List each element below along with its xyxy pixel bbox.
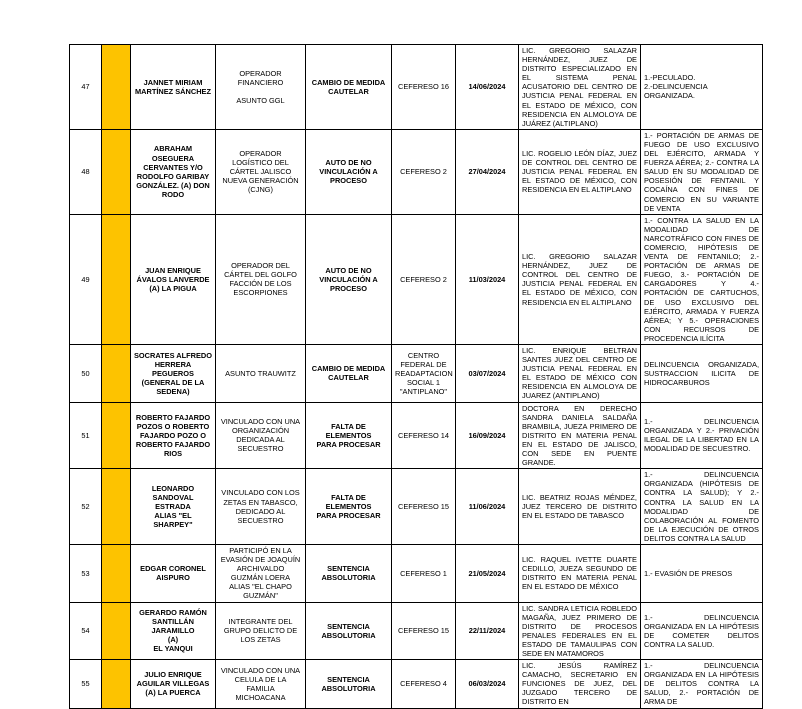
table-row <box>70 602 763 660</box>
text-line: AUTO DE NO <box>325 158 372 168</box>
text-line: EDGAR CORONEL <box>140 564 206 574</box>
text-line: CENTRO <box>407 350 440 360</box>
text-line: CAMBIO DE MEDIDA <box>311 364 386 374</box>
color-band <box>102 660 131 708</box>
person-name <box>131 129 216 214</box>
text-line: ROBERTO FAJARDO <box>135 412 211 422</box>
text-line: GONZÁLEZ. (A) DON <box>136 180 210 190</box>
text-line: OSEGUERA <box>151 153 195 163</box>
text-line: VINCULACIÓN A <box>319 167 378 177</box>
text-line: CAMBIO DE MEDIDA <box>311 77 386 87</box>
text-line <box>219 87 302 96</box>
text-line: OPERADOR <box>239 149 282 159</box>
color-band <box>102 602 131 660</box>
row-number: 47 <box>70 45 102 130</box>
color-band <box>102 129 131 214</box>
text-line: CEFERESO 4 <box>400 679 447 689</box>
resolution-date: 22/11/2024 <box>456 602 519 660</box>
text-line: ROBERTO FAJARDO <box>135 439 211 449</box>
crimes-list <box>641 45 763 130</box>
role-description <box>216 345 306 403</box>
text-line: PEGUEROS <box>152 368 194 378</box>
crimes-list <box>641 602 763 660</box>
text-line: AISPURO <box>156 573 190 583</box>
crimes-list <box>641 544 763 602</box>
resolution-date: 14/06/2024 <box>456 45 519 130</box>
legal-status <box>306 544 392 602</box>
text-line: OPERADOR DEL <box>231 261 290 271</box>
legal-status <box>306 602 392 660</box>
text-line: CEFERESO 1 <box>400 568 447 578</box>
legal-status <box>306 129 392 214</box>
text-line: ASUNTO TRAUWITZ <box>225 368 296 378</box>
text-line: HERRERA <box>154 359 192 369</box>
judge-authority: LIC. ROGELIO LEÓN DÍAZ, JUEZ DE CONTROL DEL CENTRO DE JUSTICIA PENAL FEDERAL EN EL ESTADO DE MÉXICO, CON RESIDENCIA EN EL ALTIPLANO <box>519 129 641 214</box>
text-line: MARTÍNEZ SÁNCHEZ <box>135 86 211 96</box>
text-line: JARAMILLO <box>151 626 195 636</box>
text-line: CEFERESO 15 <box>398 502 449 512</box>
text-line: JANNET MIRIAM <box>143 77 203 87</box>
legal-status <box>306 402 392 469</box>
table-row <box>70 45 763 130</box>
table-row <box>70 129 763 214</box>
text-line: (GENERAL DE LA <box>141 377 205 387</box>
prison-facility <box>392 469 456 545</box>
prison-facility <box>392 602 456 660</box>
text-line: SOCRATES ALFREDO <box>134 350 213 360</box>
text-line: CAUTELAR <box>328 86 369 96</box>
text-line: (A) LA PUERCA <box>145 688 201 698</box>
prison-facility <box>392 345 456 403</box>
color-band <box>102 345 131 403</box>
prison-facility <box>392 214 456 344</box>
crimes-list <box>641 469 763 545</box>
text-line: CÁRTEL DEL GOLFO <box>224 270 297 280</box>
text-line: CÁRTEL JALISCO <box>229 167 292 177</box>
text-line: VINCULADO CON UNA <box>220 417 301 427</box>
text-line: SENTENCIA <box>327 564 370 574</box>
row-number: 52 <box>70 469 102 545</box>
person-name <box>131 45 216 130</box>
person-name <box>131 345 216 403</box>
role-description <box>216 129 306 214</box>
role-description <box>216 45 306 130</box>
resolution-date: 21/05/2024 <box>456 544 519 602</box>
text-line: CEFERESO 2 <box>400 274 447 284</box>
text-line: SENTENCIA <box>327 621 370 631</box>
text-line: PROCESO <box>330 176 367 186</box>
text-line: MICHOACANA <box>235 692 286 702</box>
text-line: ALIAS "EL SHARPEY" <box>153 511 193 530</box>
text-line: (A) <box>167 635 179 645</box>
crimes-list <box>641 214 763 344</box>
row-number: 53 <box>70 544 102 602</box>
text-line: (A) LA PIGUA <box>149 283 197 293</box>
row-number: 50 <box>70 345 102 403</box>
table-row <box>70 214 763 344</box>
text-line: 1.-PECULADO. <box>644 73 696 83</box>
text-line: ORGANIZACIÓN <box>231 426 290 436</box>
text-line: SENTENCIA <box>327 674 370 684</box>
text-line: RODO <box>161 189 185 199</box>
text-line: ABSOLUTORIA <box>321 630 376 640</box>
text-line: FALTA DE ELEMENTOS <box>325 421 372 440</box>
text-line: VINCULADO CON LOS <box>221 488 300 498</box>
text-line: 1.- DELINCUENCIA ORGANIZADA EN LA HIPÓTESIS DE DELITOS CONTRA LA SALUD, 2.- PORTACIÓN DE ARMA DE <box>644 661 759 707</box>
role-description <box>216 469 306 545</box>
legal-status <box>306 469 392 545</box>
resolution-date: 11/03/2024 <box>456 214 519 344</box>
records-table <box>69 44 763 709</box>
role-description <box>216 402 306 469</box>
table-row <box>70 469 763 545</box>
text-line: ZETAS EN TABASCO, <box>223 497 298 507</box>
color-band <box>102 402 131 469</box>
text-line: FAMILIA <box>246 683 275 693</box>
table-row <box>70 660 763 708</box>
text-line: LOGÍSTICO DEL <box>232 158 289 168</box>
text-line: ASUNTO GGL <box>236 96 285 106</box>
row-number: 51 <box>70 402 102 469</box>
text-line: CERVANTES Y/O <box>143 162 203 172</box>
text-line: PARA PROCESAR <box>316 439 381 449</box>
judge-authority: LIC. BEATRIZ ROJAS MÉNDEZ, JUEZ TERCERO DE DISTRITO EN EL ESTADO DE TABASCO <box>519 469 641 545</box>
table-row <box>70 402 763 469</box>
text-line: CELULA DE LA <box>234 674 287 684</box>
row-number: 49 <box>70 214 102 344</box>
text-line: SECUESTRO <box>237 444 284 454</box>
table-row <box>70 345 763 403</box>
text-line: 1.- CONTRA LA SALUD EN LA MODALIDAD DE NARCOTRÁFICO CON FINES DE COMERCIO, HIPÓTESIS DE VENTA DE FENTANILO; 2.- PORTACIÓN DE ARMAS DE FUEGO, 3.- PORTACIÓN DE CARGADORES Y 4.- PORTACIÓN DE CARTUCHOS, DE USO EXCLUSIVO DEL EJÉRCITO, ARMADA Y FUERZA AÉREA; Y 5.- OPERACIONES CON RECURSOS DE PROCEDENCIA ILÍCITA <box>644 215 759 343</box>
legal-status <box>306 214 392 344</box>
role-description <box>216 602 306 660</box>
crimes-list <box>641 129 763 214</box>
text-line: INTEGRANTE DEL <box>228 617 293 627</box>
resolution-date: 03/07/2024 <box>456 345 519 403</box>
text-line: FACCIÓN DE LOS <box>229 279 292 289</box>
text-line: JUAN ENRIQUE <box>145 265 201 275</box>
judge-authority: DOCTORA EN DERECHO SANDRA DANIELA SALDAÑA BRAMBILA, JUEZA PRIMERO DE DISTRITO EN MATERIA PENAL EN EL ESTADO DE JALISCO, CON SEDE EN PUENTE GRANDE. <box>519 402 641 469</box>
table-row <box>70 544 763 602</box>
person-name <box>131 544 216 602</box>
text-line: FALTA DE ELEMENTOS <box>325 492 372 512</box>
person-name <box>131 402 216 469</box>
text-line: RIOS <box>163 449 183 459</box>
text-line: DELINCUENCIA ORGANIZADA, SUSTRACCION ILICITA DE HIDROCARBUROS <box>644 359 759 387</box>
text-line: CEFERESO 14 <box>398 430 449 440</box>
judge-authority: LIC. SANDRA LETICIA ROBLEDO MAGAÑA, JUEZ PRIMERO DE DISTRITO DE PROCESOS PENALES FEDERALES EN EL ESTADO DE TAMAULIPAS CON SEDE EN MATAMOROS <box>519 602 641 660</box>
text-line: PARTICIPÓ EN LA <box>229 545 292 555</box>
judge-authority: LIC. JESÚS RAMÍREZ CAMACHO, SECRETARIO EN FUNCIONES DE JUEZ, DEL JUZGADO TERCERO DE DISTRITO EN <box>519 660 641 708</box>
text-line: ÁVALOS LANVERDE <box>136 274 210 284</box>
row-number: 48 <box>70 129 102 214</box>
text-line: AGUILAR VILLEGAS <box>136 679 210 689</box>
text-line: EL YANQUI <box>153 644 193 654</box>
text-line: 1.- PORTACIÓN DE ARMAS DE FUEGO DE USO EXCLUSIVO DEL EJÉRCITO, ARMADA Y FUERZA AÉREA; 2.- CONTRA LA SALUD EN SU MODALIDAD DE POSESIÓN DE FENTANIL Y COCAÍNA CON FINES DE COMERCIO EN SU VARIANTE DE VENTA <box>644 130 759 213</box>
crimes-list <box>641 402 763 469</box>
text-line: CEFERESO 2 <box>400 167 447 177</box>
text-line: ABSOLUTORIA <box>321 683 376 693</box>
text-line: VINCULADO CON UNA <box>220 665 301 675</box>
text-line: 1.- DELINCUENCIA ORGANIZADA (HIPÓTESIS DE CONTRA LA SALUD); Y 2.- CONTRA LA SALUD EN LA MODALIDAD DE COLABORACIÓN AL FOMENTO DE LA EJECUCIÓN DE OTROS DELITOS CONTRA LA SALUD <box>644 470 759 543</box>
color-band <box>102 469 131 545</box>
text-line: GUZMÁN LOERA <box>230 573 291 583</box>
prison-facility <box>392 45 456 130</box>
text-line: GRUPO DELICTO DE <box>223 626 298 636</box>
text-line: OPERADOR <box>239 68 282 78</box>
person-name <box>131 214 216 344</box>
text-line: GERARDO RAMÓN <box>139 608 207 618</box>
text-line: DEDICADO AL <box>235 506 286 516</box>
role-description <box>216 214 306 344</box>
text-line: GUZMÁN" <box>243 591 278 601</box>
text-line: LOS ZETAS <box>240 635 281 645</box>
judge-authority: LIC. GREGORIO SALAZAR HERNÁNDEZ, JUEZ DE CONTROL DEL CENTRO DE JUSTICIA PENAL FEDERAL EN EL ESTADO DE MÉXICO, CON RESIDENCIA EN EL ALTIPLANO <box>519 214 641 344</box>
text-line: "ANTIPLANO" <box>399 386 448 396</box>
resolution-date: 16/09/2024 <box>456 402 519 469</box>
text-line: CEFERESO 16 <box>398 82 449 92</box>
color-band <box>102 214 131 344</box>
text-line: SECUESTRO <box>237 515 284 525</box>
person-name <box>131 660 216 708</box>
resolution-date: 11/06/2024 <box>456 469 519 545</box>
person-name <box>131 602 216 660</box>
text-line: CAUTELAR <box>328 373 369 383</box>
crimes-list <box>641 345 763 403</box>
text-line: SANTILLÁN <box>152 617 194 627</box>
text-line: FINANCIERO <box>237 77 284 87</box>
resolution-date: 06/03/2024 <box>456 660 519 708</box>
judge-authority: LIC. GREGORIO SALAZAR HERNÁNDEZ, JUEZ DE DISTRITO ESPECIALIZADO EN EL SISTEMA PENAL ACUSATORIO DEL CENTRO DE JUSTICIA PENAL FEDERAL EN EL ESTADO DE MÉXICO, CON RESIDENCIA EN ALMOLOYA DE JUÁREZ (ALTIPLANO) <box>519 45 641 130</box>
text-line: CEFERESO 15 <box>398 626 449 636</box>
row-number: 55 <box>70 660 102 708</box>
text-line: 1.- EVASIÓN DE PRESOS <box>644 568 733 578</box>
text-line: FAJARDO POZO O <box>139 430 207 440</box>
resolution-date: 27/04/2024 <box>456 129 519 214</box>
text-line: ESCORPIONES <box>233 288 288 298</box>
prison-facility <box>392 402 456 469</box>
judge-authority: LIC. ENRIQUE BELTRAN SANTES JUEZ DEL CENTRO DE JUSTICIA PENAL FEDERAL EN EL ESTADO DE MÉXICO CON RESIDENCIA EN ALMOLOYA DE JUAREZ (ANTIPLANO) <box>519 345 641 403</box>
text-line: 2.-DELINCUENCIA ORGANIZADA. <box>644 82 708 101</box>
role-description <box>216 544 306 602</box>
text-line: FEDERAL DE <box>400 359 447 369</box>
row-number: 54 <box>70 602 102 660</box>
text-line: PARA PROCESAR <box>316 511 381 521</box>
text-line: DEDICADA AL <box>236 435 285 445</box>
text-line: PROCESO <box>330 283 367 293</box>
text-line: NUEVA GENERACIÓN <box>222 176 299 186</box>
judge-authority: LIC. RAQUEL IVETTE DUARTE CEDILLO, JUEZA SEGUNDO DE DISTRITO EN MATERIA PENAL EN EL ESTADO DE MÉXICO <box>519 544 641 602</box>
crimes-list <box>641 660 763 708</box>
text-line: POZOS O ROBERTO <box>136 421 210 431</box>
text-line: LEONARDO <box>151 483 195 493</box>
legal-status <box>306 660 392 708</box>
text-line: SOCIAL 1 <box>407 377 440 387</box>
prison-facility <box>392 544 456 602</box>
text-line: SANDOVAL ESTRADA <box>152 492 194 512</box>
text-line: RODOLFO GARIBAY <box>136 171 210 181</box>
color-band <box>102 45 131 130</box>
text-line: 1.- DELINCUENCIA ORGANIZADA EN LA HIPÓTESIS DE COMETER DELITOS CONTRA LA SALUD. <box>644 612 759 649</box>
text-line: SEDENA) <box>156 386 190 396</box>
role-description <box>216 660 306 708</box>
text-line: ARCHIVALDO <box>236 564 285 574</box>
text-line: READAPTACION <box>395 368 453 378</box>
prison-facility <box>392 129 456 214</box>
legal-status <box>306 345 392 403</box>
color-band <box>102 544 131 602</box>
text-line: AUTO DE NO <box>325 265 372 275</box>
text-line: 1.- DELINCUENCIA ORGANIZADA Y 2.- PRIVACIÓN ILEGAL DE LA LIBERTAD EN LA MODALIDAD DE SECUESTRO. <box>644 417 759 454</box>
text-line: ABRAHAM <box>153 144 193 154</box>
text-line: JULIO ENRIQUE <box>144 670 202 680</box>
text-line: (CJNG) <box>247 185 274 195</box>
text-line: ABSOLUTORIA <box>321 573 376 583</box>
text-line: ALIAS "EL CHAPO <box>229 582 292 592</box>
legal-status <box>306 45 392 130</box>
person-name <box>131 469 216 545</box>
text-line: VINCULACIÓN A <box>319 274 378 284</box>
text-line: EVASIÓN DE JOAQUÍN <box>220 555 301 565</box>
prison-facility <box>392 660 456 708</box>
